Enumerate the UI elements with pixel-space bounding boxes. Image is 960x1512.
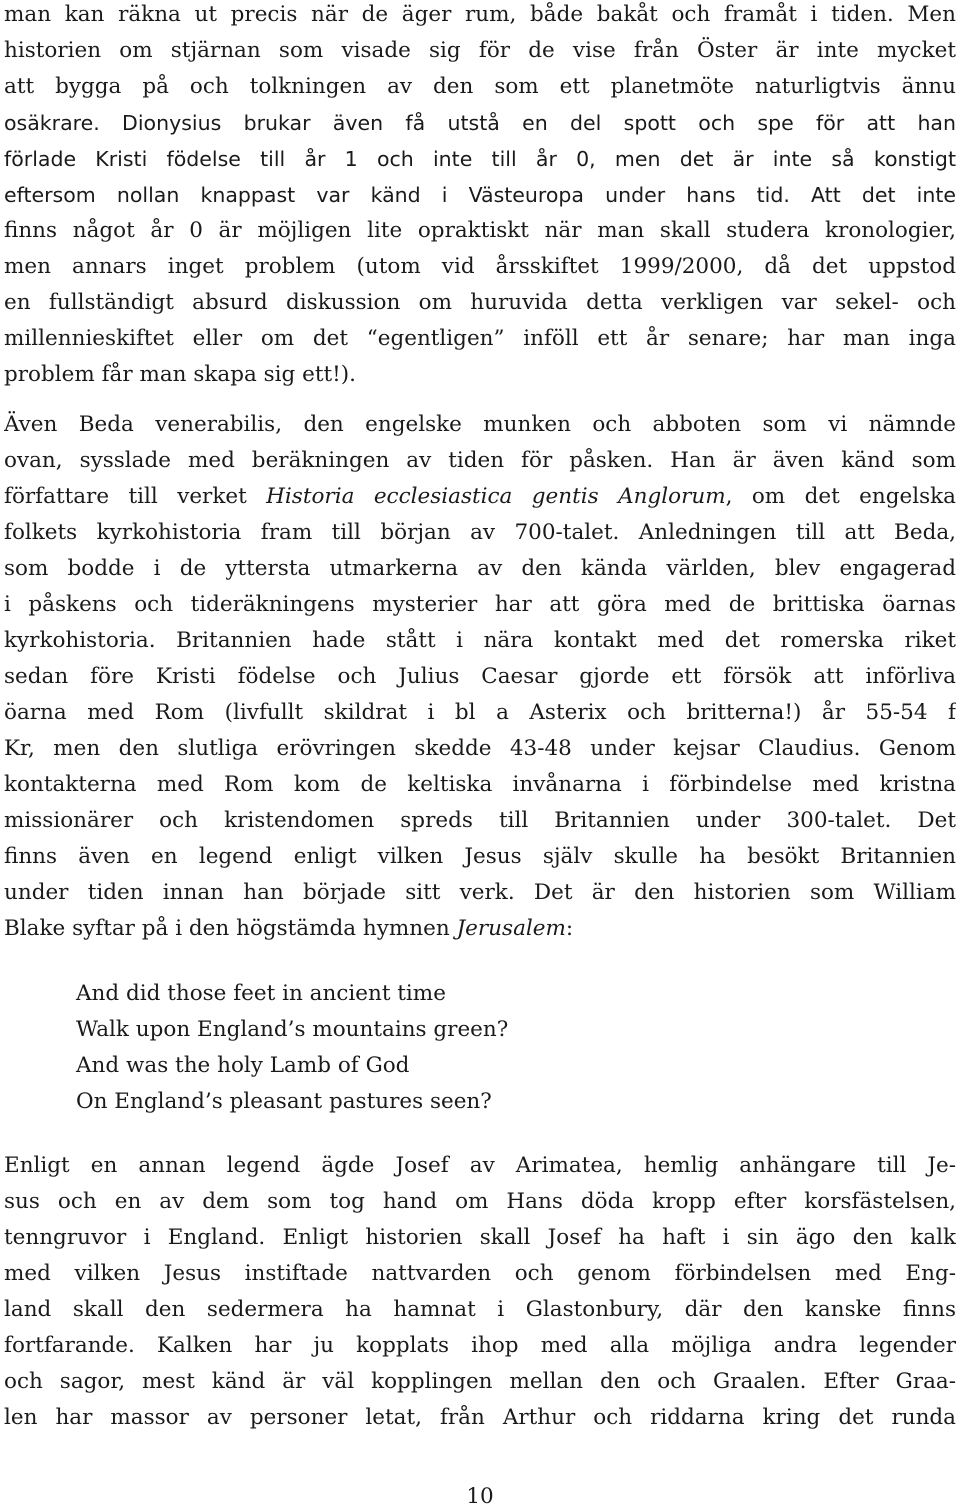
text-line: Även Beda venerabilis, den engelske munken och abboten som vi nämnde bbox=[4, 412, 956, 437]
text-span: : bbox=[565, 916, 574, 941]
text-line: tenngruvor i England. Enligt historien skall Josef ha haft i sin ägo den kalk bbox=[4, 1225, 956, 1250]
text-line: sedan före Kristi födelse och Julius Caesar gjorde ett försök att införliva bbox=[4, 664, 956, 689]
text-line: folkets kyrkohistoria fram till början av 700-talet. Anledningen till att Beda, bbox=[4, 520, 956, 545]
poem-line: And did those feet in ancient time bbox=[76, 981, 446, 1006]
text-line: missionärer och kristendomen spreds till Britannien under 300-talet. Det bbox=[4, 808, 956, 833]
text-span: författare till verket bbox=[4, 484, 267, 509]
text-line: len har massor av personer letat, från Arthur och riddarna kring det runda bbox=[4, 1405, 956, 1430]
page-number: 10 bbox=[466, 1484, 494, 1509]
text-line: problem får man skapa sig ett!). bbox=[4, 362, 357, 387]
text-line: som bodde i de yttersta utmarkerna av den kända världen, blev engagerad bbox=[4, 556, 956, 581]
text-line: öarna med Rom (livfullt skildrat i bl a Asterix och britterna!) år 55-54 f bbox=[4, 700, 956, 725]
text-line: sus och en av dem som tog hand om Hans döda kropp efter korsfästelsen, bbox=[4, 1189, 956, 1214]
text-line: förlade Kristi födelse till år 1 och inte till år 0, men det är inte så konstigt bbox=[4, 147, 956, 171]
text-line: fortfarande. Kalken har ju kopplats ihop med alla möjliga andra legender bbox=[4, 1333, 956, 1358]
book-title: Historia ecclesiastica gentis Anglorum bbox=[266, 484, 726, 509]
text-line: under tiden innan han började sitt verk. Det är den historien som William bbox=[4, 880, 956, 905]
text-line: eftersom nollan knappast var känd i Västeuropa under hans tid. Att det inte bbox=[4, 183, 956, 207]
poem-line: And was the holy Lamb of God bbox=[76, 1053, 410, 1078]
text-line: land skall den sedermera ha hamnat i Glastonbury, där den kanske finns bbox=[4, 1297, 956, 1322]
text-line: med vilken Jesus instiftade nattvarden och genom förbindelsen med Eng- bbox=[4, 1261, 956, 1286]
poem-line: On England’s pleasant pastures seen? bbox=[76, 1089, 492, 1114]
text-line: ovan, sysslade med beräkningen av tiden för påsken. Han är även känd som bbox=[4, 448, 956, 473]
text-line: kontakterna med Rom kom de keltiska invånarna i förbindelse med kristna bbox=[4, 772, 956, 797]
text-line: man kan räkna ut precis när de äger rum, både bakåt och framåt i tiden. Men bbox=[4, 2, 956, 27]
text-line: Kr, men den slutliga erövringen skedde 43-48 under kejsar Claudius. Genom bbox=[4, 736, 956, 761]
text-span: , om det engelska bbox=[725, 484, 956, 509]
text-line: kyrkohistoria. Britannien hade stått i nära kontakt med det romerska riket bbox=[4, 628, 956, 653]
text-line: och sagor, mest känd är väl kopplingen mellan den och Graalen. Efter Graa- bbox=[4, 1369, 956, 1394]
poem-line: Walk upon England’s mountains green? bbox=[76, 1017, 509, 1042]
text-line: historien om stjärnan som visade sig för de vise från Öster är inte mycket bbox=[4, 38, 956, 63]
text-line: men annars inget problem (utom vid årsskiftet 1999/2000, då det uppstod bbox=[4, 254, 956, 279]
text-line bbox=[4, 482, 956, 512]
text-span: Blake syftar på i den högstämda hymnen bbox=[4, 916, 457, 941]
text-line: att bygga på och tolkningen av den som ett planetmöte naturligtvis ännu bbox=[4, 74, 956, 99]
text-line: finns något år 0 är möjligen lite opraktiskt när man skall studera kronologier, bbox=[4, 218, 956, 243]
hymn-title: Jerusalem bbox=[456, 916, 566, 941]
text-line: finns även en legend enligt vilken Jesus själv skulle ha besökt Britannien bbox=[4, 844, 956, 869]
text-line: i påskens och tideräkningens mysterier har att göra med de brittiska öarnas bbox=[4, 592, 956, 617]
text-line bbox=[4, 914, 956, 944]
text-line: millennieskiftet eller om det “egentligen” inföll ett år senare; har man inga bbox=[4, 326, 956, 351]
text-line: Enligt en annan legend ägde Josef av Arimatea, hemlig anhängare till Je- bbox=[4, 1153, 956, 1178]
text-line: osäkrare. Dionysius brukar även få utstå en del spott och spe för att han bbox=[4, 111, 956, 135]
text-line: en fullständigt absurd diskussion om huruvida detta verkligen var sekel- och bbox=[4, 290, 956, 315]
